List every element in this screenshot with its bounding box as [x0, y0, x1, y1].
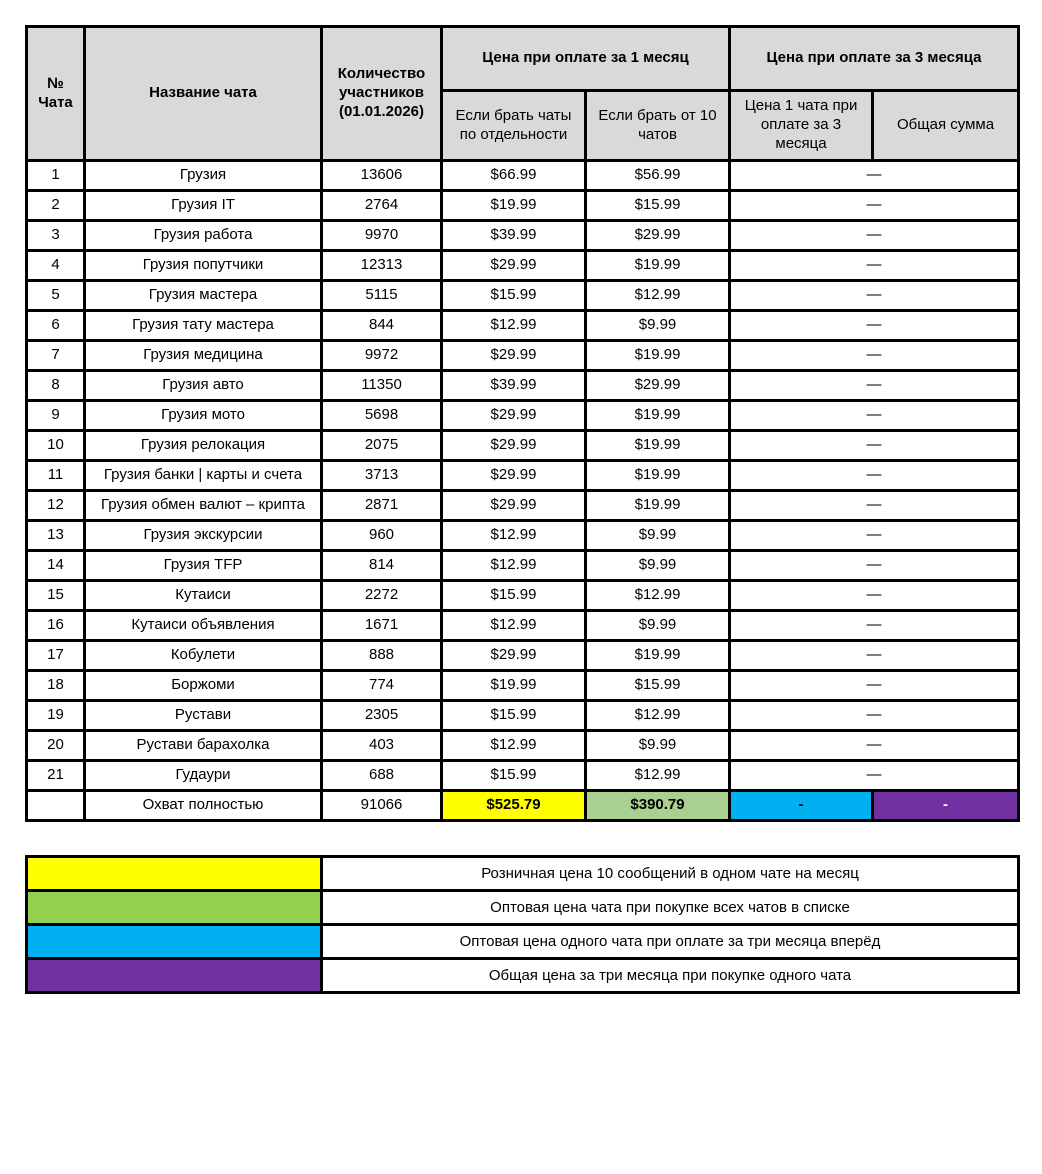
price-3-months-cell: — [730, 341, 1019, 371]
price-from-10-chats-cell: $15.99 [586, 671, 730, 701]
total-label-cell: Охват полностью [85, 791, 322, 821]
legend-table [25, 855, 1020, 994]
chat-name-cell: Боржоми [85, 671, 322, 701]
members-count-cell: 2075 [322, 431, 442, 461]
price-3-months-cell: — [730, 581, 1019, 611]
table-row [27, 161, 1019, 191]
members-count-cell: 888 [322, 641, 442, 671]
price-3-months-cell: — [730, 161, 1019, 191]
chat-number-cell: 17 [27, 641, 85, 671]
price-separate-cell: $39.99 [442, 371, 586, 401]
chat-number-cell: 5 [27, 281, 85, 311]
chat-name-cell: Грузия попутчики [85, 251, 322, 281]
legend-row [27, 857, 1019, 891]
price-separate-cell: $66.99 [442, 161, 586, 191]
chat-name-cell: Грузия обмен валют – крипта [85, 491, 322, 521]
price-separate-cell: $29.99 [442, 491, 586, 521]
members-count-cell: 3713 [322, 461, 442, 491]
price-3-months-cell: — [730, 191, 1019, 221]
price-from-10-chats-cell: $29.99 [586, 371, 730, 401]
legend-color-swatch [27, 891, 322, 925]
table-row [27, 371, 1019, 401]
price-separate-cell: $15.99 [442, 281, 586, 311]
col-group-price-3-months: Цена при оплате за 3 месяца [730, 27, 1019, 91]
chat-name-cell: Грузия медицина [85, 341, 322, 371]
chat-name-cell: Грузия мастера [85, 281, 322, 311]
price-3-months-cell: — [730, 401, 1019, 431]
chat-number-cell: 11 [27, 461, 85, 491]
price-separate-cell: $29.99 [442, 341, 586, 371]
price-3-months-cell: — [730, 461, 1019, 491]
table-row [27, 641, 1019, 671]
price-from-10-chats-cell: $19.99 [586, 491, 730, 521]
col-header-members: Количество участников (01.01.2026) [322, 27, 442, 161]
members-count-cell: 403 [322, 731, 442, 761]
chat-name-cell: Кобулети [85, 641, 322, 671]
members-count-cell: 1671 [322, 611, 442, 641]
members-count-cell: 11350 [322, 371, 442, 401]
table-header [27, 27, 1019, 161]
col-header-chat-name: Название чата [85, 27, 322, 161]
table-row [27, 521, 1019, 551]
price-from-10-chats-cell: $9.99 [586, 521, 730, 551]
chat-name-cell: Грузия мото [85, 401, 322, 431]
price-from-10-chats-cell: $56.99 [586, 161, 730, 191]
price-separate-cell: $19.99 [442, 191, 586, 221]
chat-number-cell: 10 [27, 431, 85, 461]
members-count-cell: 960 [322, 521, 442, 551]
price-separate-cell: $29.99 [442, 641, 586, 671]
price-from-10-chats-cell: $19.99 [586, 401, 730, 431]
total-3m-per-chat-cell: - [730, 791, 873, 821]
chat-number-cell: 1 [27, 161, 85, 191]
price-3-months-cell: — [730, 281, 1019, 311]
table-row [27, 551, 1019, 581]
price-separate-cell: $29.99 [442, 251, 586, 281]
members-count-cell: 12313 [322, 251, 442, 281]
chat-name-cell: Грузия банки | карты и счета [85, 461, 322, 491]
members-count-cell: 688 [322, 761, 442, 791]
price-from-10-chats-cell: $19.99 [586, 641, 730, 671]
chat-name-cell: Кутаиси объявления [85, 611, 322, 641]
table-row [27, 311, 1019, 341]
table-row [27, 221, 1019, 251]
price-3-months-cell: — [730, 671, 1019, 701]
table-row [27, 761, 1019, 791]
members-count-cell: 844 [322, 311, 442, 341]
members-count-cell: 2871 [322, 491, 442, 521]
members-count-cell: 2272 [322, 581, 442, 611]
chat-name-cell: Грузия IT [85, 191, 322, 221]
chat-name-cell: Рустави барахолка [85, 731, 322, 761]
chat-number-cell: 15 [27, 581, 85, 611]
chat-name-cell: Грузия [85, 161, 322, 191]
legend-row [27, 891, 1019, 925]
price-from-10-chats-cell: $19.99 [586, 341, 730, 371]
table-row [27, 671, 1019, 701]
chat-name-cell: Кутаиси [85, 581, 322, 611]
legend-row [27, 959, 1019, 993]
price-3-months-cell: — [730, 521, 1019, 551]
price-from-10-chats-cell: $12.99 [586, 761, 730, 791]
price-from-10-chats-cell: $12.99 [586, 281, 730, 311]
total-members-cell: 91066 [322, 791, 442, 821]
chat-name-cell: Грузия авто [85, 371, 322, 401]
price-from-10-chats-cell: $29.99 [586, 221, 730, 251]
price-3-months-cell: — [730, 251, 1019, 281]
col-group-price-1-month: Цена при оплате за 1 месяц [442, 27, 730, 91]
price-from-10-chats-cell: $19.99 [586, 461, 730, 491]
price-separate-cell: $15.99 [442, 581, 586, 611]
price-separate-cell: $29.99 [442, 401, 586, 431]
price-separate-cell: $12.99 [442, 311, 586, 341]
price-separate-cell: $15.99 [442, 761, 586, 791]
chat-number-cell: 6 [27, 311, 85, 341]
price-3-months-cell: — [730, 311, 1019, 341]
members-count-cell: 2764 [322, 191, 442, 221]
price-from-10-chats-cell: $15.99 [586, 191, 730, 221]
legend-label-cell: Оптовая цена одного чата при оплате за три месяца вперёд [322, 925, 1019, 959]
table-row [27, 281, 1019, 311]
price-separate-cell: $39.99 [442, 221, 586, 251]
legend-color-swatch [27, 959, 322, 993]
price-3-months-cell: — [730, 551, 1019, 581]
legend-color-swatch [27, 925, 322, 959]
table-body [27, 161, 1019, 821]
table-row [27, 611, 1019, 641]
members-count-cell: 2305 [322, 701, 442, 731]
total-chat-number-cell [27, 791, 85, 821]
price-from-10-chats-cell: $19.99 [586, 251, 730, 281]
price-separate-cell: $12.99 [442, 731, 586, 761]
members-count-cell: 814 [322, 551, 442, 581]
table-row [27, 191, 1019, 221]
price-from-10-chats-cell: $19.99 [586, 431, 730, 461]
price-separate-cell: $29.99 [442, 431, 586, 461]
legend-row [27, 925, 1019, 959]
legend-color-swatch [27, 857, 322, 891]
price-separate-cell: $12.99 [442, 551, 586, 581]
chat-name-cell: Рустави [85, 701, 322, 731]
members-count-cell: 13606 [322, 161, 442, 191]
chat-number-cell: 2 [27, 191, 85, 221]
chat-number-cell: 20 [27, 731, 85, 761]
price-3-months-cell: — [730, 701, 1019, 731]
table-row [27, 341, 1019, 371]
col-header-price-from-10-chats: Если брать от 10 чатов [586, 91, 730, 161]
header-row-groups [27, 27, 1019, 91]
col-header-chat-number: № Чата [27, 27, 85, 161]
members-count-cell: 774 [322, 671, 442, 701]
chat-number-cell: 18 [27, 671, 85, 701]
chat-number-cell: 19 [27, 701, 85, 731]
table-row [27, 731, 1019, 761]
members-count-cell: 5115 [322, 281, 442, 311]
table-row [27, 251, 1019, 281]
table-row [27, 401, 1019, 431]
members-count-cell: 9970 [322, 221, 442, 251]
price-separate-cell: $12.99 [442, 611, 586, 641]
chat-number-cell: 4 [27, 251, 85, 281]
chat-name-cell: Грузия работа [85, 221, 322, 251]
price-3-months-cell: — [730, 221, 1019, 251]
price-3-months-cell: — [730, 611, 1019, 641]
legend-label-cell: Розничная цена 10 сообщений в одном чате на месяц [322, 857, 1019, 891]
price-3-months-cell: — [730, 491, 1019, 521]
price-3-months-cell: — [730, 641, 1019, 671]
chat-number-cell: 3 [27, 221, 85, 251]
total-3m-sum-cell: - [873, 791, 1019, 821]
chat-number-cell: 7 [27, 341, 85, 371]
total-bulk-price-cell: $390.79 [586, 791, 730, 821]
price-from-10-chats-cell: $9.99 [586, 551, 730, 581]
chat-name-cell: Грузия экскурсии [85, 521, 322, 551]
price-separate-cell: $19.99 [442, 671, 586, 701]
table-row [27, 431, 1019, 461]
price-separate-cell: $15.99 [442, 701, 586, 731]
total-row [27, 791, 1019, 821]
col-header-price-separate: Если брать чаты по отдельности [442, 91, 586, 161]
price-3-months-cell: — [730, 371, 1019, 401]
chat-name-cell: Грузия тату мастера [85, 311, 322, 341]
total-retail-price-cell: $525.79 [442, 791, 586, 821]
price-from-10-chats-cell: $12.99 [586, 701, 730, 731]
chat-number-cell: 14 [27, 551, 85, 581]
table-row [27, 461, 1019, 491]
price-from-10-chats-cell: $12.99 [586, 581, 730, 611]
table-row [27, 581, 1019, 611]
members-count-cell: 5698 [322, 401, 442, 431]
chat-number-cell: 16 [27, 611, 85, 641]
chat-number-cell: 13 [27, 521, 85, 551]
legend-label-cell: Общая цена за три месяца при покупке одного чата [322, 959, 1019, 993]
chat-name-cell: Грузия релокация [85, 431, 322, 461]
chat-number-cell: 12 [27, 491, 85, 521]
chat-pricing-table [25, 25, 1020, 822]
table-row [27, 701, 1019, 731]
chat-number-cell: 8 [27, 371, 85, 401]
price-from-10-chats-cell: $9.99 [586, 611, 730, 641]
chat-number-cell: 9 [27, 401, 85, 431]
table-row [27, 491, 1019, 521]
chat-name-cell: Грузия TFP [85, 551, 322, 581]
legend-body [27, 857, 1019, 993]
price-3-months-cell: — [730, 761, 1019, 791]
chat-number-cell: 21 [27, 761, 85, 791]
legend-label-cell: Оптовая цена чата при покупке всех чатов в списке [322, 891, 1019, 925]
price-separate-cell: $12.99 [442, 521, 586, 551]
price-from-10-chats-cell: $9.99 [586, 731, 730, 761]
price-3-months-cell: — [730, 431, 1019, 461]
col-header-price-3m-total-sum: Общая сумма [873, 91, 1019, 161]
members-count-cell: 9972 [322, 341, 442, 371]
chat-name-cell: Гудаури [85, 761, 322, 791]
price-from-10-chats-cell: $9.99 [586, 311, 730, 341]
col-header-price-3m-per-chat: Цена 1 чата при оплате за 3 месяца [730, 91, 873, 161]
price-separate-cell: $29.99 [442, 461, 586, 491]
price-3-months-cell: — [730, 731, 1019, 761]
